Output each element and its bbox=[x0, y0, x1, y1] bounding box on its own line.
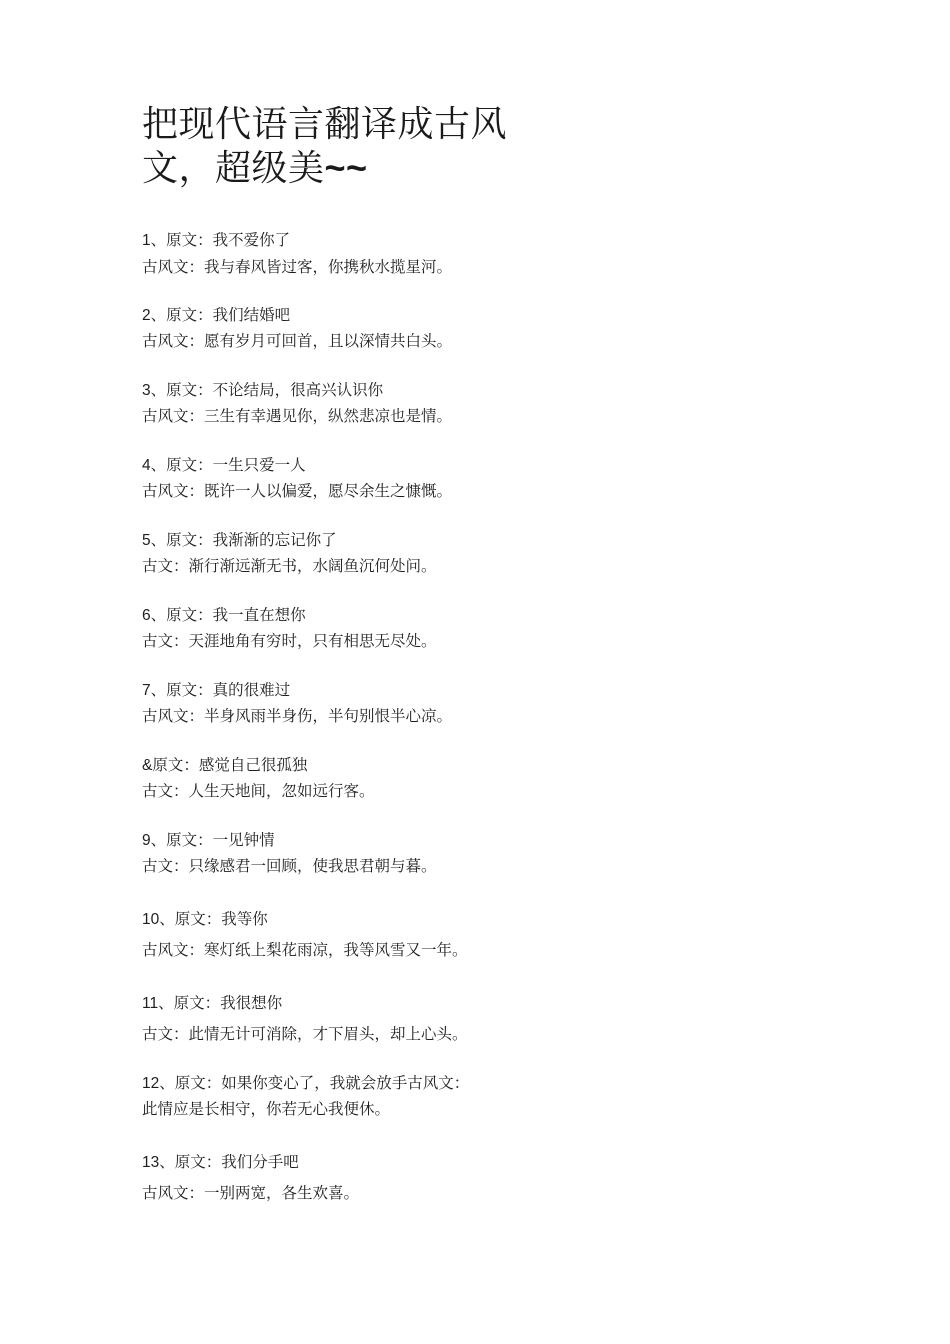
original-text: 、原文：我渐渐的忘记你了 bbox=[150, 531, 337, 549]
entry-13-original bbox=[142, 1152, 299, 1173]
entry-4-translation: 古风文：既许一人以偏爱，愿尽余生之慷慨。 bbox=[142, 482, 453, 500]
entry-number: 9 bbox=[142, 832, 151, 849]
original-text: 、原文：我不爱你了 bbox=[150, 231, 291, 249]
entry-number: 3 bbox=[142, 382, 151, 399]
entry-8-translation: 古文：人生天地间，忽如远行客。 bbox=[142, 782, 375, 800]
entry-8-original bbox=[142, 755, 307, 776]
original-text: 、原文：一生只爱一人 bbox=[150, 456, 306, 474]
entry-number: 1 bbox=[142, 232, 151, 249]
page-title bbox=[142, 103, 507, 190]
entry-9-original bbox=[142, 830, 275, 851]
title-line-2: 文，超级美 bbox=[142, 148, 325, 189]
original-text: 、原文：一见钟情 bbox=[150, 831, 275, 849]
entry-11-translation: 古文：此情无计可消除，才下眉头，却上心头。 bbox=[142, 1025, 468, 1043]
entry-10-original bbox=[142, 909, 268, 930]
entry-number: 12 bbox=[142, 1075, 160, 1092]
original-text: 、原文：真的很难过 bbox=[150, 681, 291, 699]
entry-number: 13 bbox=[142, 1154, 160, 1171]
original-text: 、原文：如果你变心了，我就会放手古风文： bbox=[159, 1074, 470, 1092]
entry-number: 11 bbox=[142, 995, 159, 1012]
entry-12-original bbox=[142, 1073, 469, 1094]
entry-6-translation: 古文：天涯地角有穷时，只有相思无尽处。 bbox=[142, 632, 437, 650]
original-text: 、原文：我很想你 bbox=[158, 994, 283, 1012]
original-text: 、原文：我等你 bbox=[159, 910, 268, 928]
entry-number: 4 bbox=[142, 457, 151, 474]
entry-3-translation: 古风文：三生有幸遇见你，纵然悲凉也是情。 bbox=[142, 407, 453, 425]
original-text: 、原文：不论结局，很高兴认识你 bbox=[150, 381, 384, 399]
entry-number: 7 bbox=[142, 682, 151, 699]
entry-number: & bbox=[142, 757, 153, 774]
entry-7-translation: 古风文：半身风雨半身伤，半句别恨半心凉。 bbox=[142, 707, 453, 725]
entry-11-original bbox=[142, 993, 282, 1014]
entry-6-original bbox=[142, 605, 306, 626]
title-tilde: ~~ bbox=[324, 147, 368, 188]
entry-7-original bbox=[142, 680, 290, 701]
entry-5-original bbox=[142, 530, 337, 551]
entry-13-translation: 古风文：一别两宽，各生欢喜。 bbox=[142, 1184, 360, 1202]
entry-10-translation: 古风文：寒灯纸上梨花雨凉，我等风雪又一年。 bbox=[142, 941, 468, 959]
entry-number: 5 bbox=[142, 532, 151, 549]
entry-9-translation: 古文：只缘感君一回顾，使我思君朝与暮。 bbox=[142, 857, 437, 875]
original-text: 、原文：我们分手吧 bbox=[159, 1153, 299, 1171]
entry-1-original bbox=[142, 230, 290, 251]
original-text: 、原文：我一直在想你 bbox=[150, 606, 306, 624]
entry-number: 2 bbox=[142, 307, 151, 324]
entry-4-original bbox=[142, 455, 306, 476]
entry-number: 10 bbox=[142, 911, 160, 928]
original-text: 、原文：我们结婚吧 bbox=[150, 306, 291, 324]
original-text: 原文：感觉自己很孤独 bbox=[152, 756, 308, 774]
entry-3-original bbox=[142, 380, 383, 401]
entry-1-translation: 古风文：我与春风皆过客，你携秋水揽星河。 bbox=[142, 258, 453, 276]
entry-2-original bbox=[142, 305, 290, 326]
entry-12-translation: 此情应是长相守，你若无心我便休。 bbox=[142, 1100, 391, 1118]
entry-5-translation: 古文：渐行渐远渐无书，水阔鱼沉何处问。 bbox=[142, 557, 437, 575]
entry-number: 6 bbox=[142, 607, 151, 624]
entry-2-translation: 古风文：愿有岁月可回首，且以深情共白头。 bbox=[142, 332, 453, 350]
title-line-1: 把现代语言翻译成古风 bbox=[142, 104, 508, 145]
